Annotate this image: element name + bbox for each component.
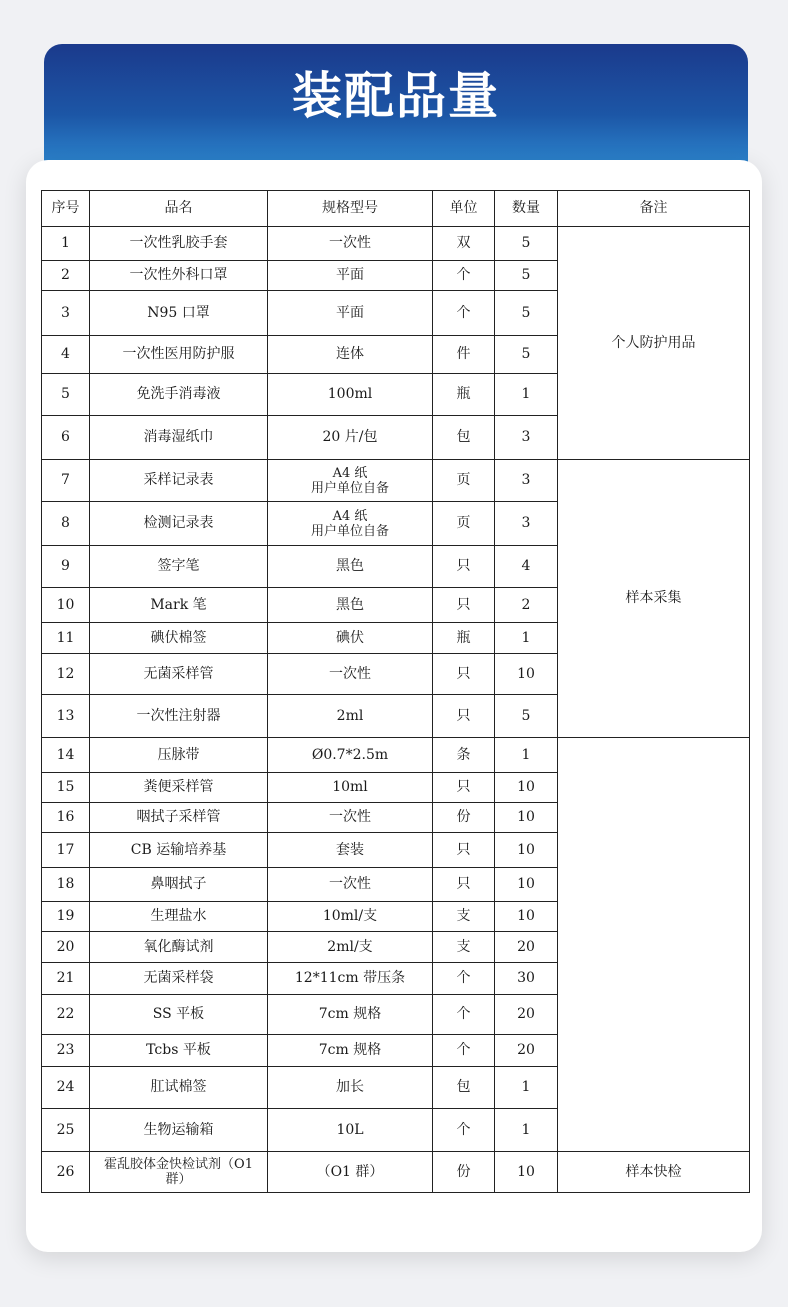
cell-no: 20 <box>42 932 90 963</box>
cell-unit: 个 <box>433 261 495 291</box>
cell-spec <box>268 502 433 546</box>
cell-name: 无菌采样管 <box>90 654 268 695</box>
cell-qty: 1 <box>495 623 558 654</box>
cell-name: N95 口罩 <box>90 291 268 336</box>
cell-no: 19 <box>42 902 90 932</box>
cell-unit: 包 <box>433 1067 495 1109</box>
cell-qty: 2 <box>495 588 558 623</box>
cell-spec: 10ml/支 <box>268 902 433 932</box>
cell-name: 一次性医用防护服 <box>90 336 268 374</box>
header-no: 序号 <box>42 191 90 227</box>
cell-no: 22 <box>42 995 90 1035</box>
cell-spec: 一次性 <box>268 227 433 261</box>
cell-name: 消毒湿纸巾 <box>90 416 268 460</box>
cell-unit: 只 <box>433 868 495 902</box>
cell-qty: 1 <box>495 738 558 773</box>
cell-spec-line2: 用户单位自备 <box>310 523 389 539</box>
cell-name: 一次性外科口罩 <box>90 261 268 291</box>
cell-unit: 只 <box>433 833 495 868</box>
cell-spec: （O1 群） <box>268 1152 433 1193</box>
cell-no: 1 <box>42 227 90 261</box>
cell-unit: 个 <box>433 1035 495 1067</box>
cell-no: 11 <box>42 623 90 654</box>
cell-unit: 瓶 <box>433 623 495 654</box>
header-name: 品名 <box>90 191 268 227</box>
cell-spec: 2ml/支 <box>268 932 433 963</box>
cell-qty: 30 <box>495 963 558 995</box>
cell-unit: 支 <box>433 902 495 932</box>
cell-spec: 7cm 规格 <box>268 995 433 1035</box>
cell-spec: 2ml <box>268 695 433 738</box>
cell-qty: 20 <box>495 995 558 1035</box>
cell-unit: 份 <box>433 803 495 833</box>
cell-qty: 20 <box>495 932 558 963</box>
table-row <box>42 460 750 502</box>
cell-name: 签字笔 <box>90 546 268 588</box>
cell-no: 25 <box>42 1109 90 1152</box>
cell-name: 肛试棉签 <box>90 1067 268 1109</box>
cell-name-line2: 群） <box>165 1172 192 1187</box>
cell-spec: 10ml <box>268 773 433 803</box>
cell-no: 24 <box>42 1067 90 1109</box>
cell-qty: 20 <box>495 1035 558 1067</box>
header-spec: 规格型号 <box>268 191 433 227</box>
cell-spec: 加长 <box>268 1067 433 1109</box>
cell-no: 16 <box>42 803 90 833</box>
table-row <box>42 738 750 773</box>
cell-no: 12 <box>42 654 90 695</box>
cell-name <box>90 1152 268 1193</box>
cell-name: SS 平板 <box>90 995 268 1035</box>
cell-no: 5 <box>42 374 90 416</box>
cell-qty: 10 <box>495 868 558 902</box>
cell-spec: 黑色 <box>268 588 433 623</box>
cell-name: 咽拭子采样管 <box>90 803 268 833</box>
cell-no: 10 <box>42 588 90 623</box>
remark-empty <box>558 738 750 1152</box>
table-row <box>42 227 750 261</box>
cell-no: 2 <box>42 261 90 291</box>
cell-no: 7 <box>42 460 90 502</box>
cell-qty: 5 <box>495 291 558 336</box>
cell-no: 3 <box>42 291 90 336</box>
cell-no: 21 <box>42 963 90 995</box>
cell-spec: 一次性 <box>268 803 433 833</box>
header-remark: 备注 <box>558 191 750 227</box>
cell-unit: 包 <box>433 416 495 460</box>
cell-spec: 平面 <box>268 291 433 336</box>
cell-name: 生理盐水 <box>90 902 268 932</box>
cell-unit: 只 <box>433 695 495 738</box>
cell-name: 检测记录表 <box>90 502 268 546</box>
cell-no: 17 <box>42 833 90 868</box>
cell-no: 6 <box>42 416 90 460</box>
cell-spec: 黑色 <box>268 546 433 588</box>
cell-spec: 连体 <box>268 336 433 374</box>
cell-no: 26 <box>42 1152 90 1193</box>
cell-spec-line2: 用户单位自备 <box>310 480 389 496</box>
cell-qty: 10 <box>495 803 558 833</box>
cell-qty: 3 <box>495 416 558 460</box>
cell-name: 碘伏棉签 <box>90 623 268 654</box>
cell-qty: 10 <box>495 902 558 932</box>
cell-spec: 一次性 <box>268 868 433 902</box>
cell-unit: 个 <box>433 1109 495 1152</box>
cell-name: 一次性注射器 <box>90 695 268 738</box>
cell-name: 免洗手消毒液 <box>90 374 268 416</box>
cell-qty: 5 <box>495 695 558 738</box>
header-qty: 数量 <box>495 191 558 227</box>
cell-qty: 3 <box>495 460 558 502</box>
cell-name: 无菌采样袋 <box>90 963 268 995</box>
table-row <box>42 1152 750 1193</box>
cell-spec: 套装 <box>268 833 433 868</box>
cell-spec: 10L <box>268 1109 433 1152</box>
table-header-row <box>42 191 750 227</box>
cell-unit: 页 <box>433 460 495 502</box>
cell-spec: 碘伏 <box>268 623 433 654</box>
cell-spec-line1: A4 纸 <box>332 465 368 481</box>
cell-no: 18 <box>42 868 90 902</box>
cell-spec: 一次性 <box>268 654 433 695</box>
cell-spec: 20 片/包 <box>268 416 433 460</box>
cell-qty: 1 <box>495 1109 558 1152</box>
header-unit: 单位 <box>433 191 495 227</box>
cell-unit: 只 <box>433 654 495 695</box>
cell-unit: 个 <box>433 963 495 995</box>
cell-qty: 1 <box>495 1067 558 1109</box>
cell-name: 一次性乳胶手套 <box>90 227 268 261</box>
cell-name: 采样记录表 <box>90 460 268 502</box>
remark-ppe: 个人防护用品 <box>558 227 750 460</box>
cell-name: 压脉带 <box>90 738 268 773</box>
cell-name: Mark 笔 <box>90 588 268 623</box>
cell-qty: 10 <box>495 773 558 803</box>
cell-unit: 瓶 <box>433 374 495 416</box>
title-banner <box>44 44 748 172</box>
cell-unit: 支 <box>433 932 495 963</box>
cell-no: 8 <box>42 502 90 546</box>
cell-name: 粪便采样管 <box>90 773 268 803</box>
cell-unit: 件 <box>433 336 495 374</box>
cell-qty: 5 <box>495 261 558 291</box>
cell-qty: 10 <box>495 833 558 868</box>
cell-spec <box>268 460 433 502</box>
cell-qty: 3 <box>495 502 558 546</box>
cell-spec-line1: A4 纸 <box>332 508 368 524</box>
cell-spec: Ø0.7*2.5m <box>268 738 433 773</box>
cell-unit: 条 <box>433 738 495 773</box>
cell-qty: 5 <box>495 336 558 374</box>
cell-name: CB 运输培养基 <box>90 833 268 868</box>
page-title: 装配品量 <box>292 67 500 125</box>
cell-qty: 1 <box>495 374 558 416</box>
cell-no: 4 <box>42 336 90 374</box>
cell-unit: 页 <box>433 502 495 546</box>
cell-qty: 10 <box>495 654 558 695</box>
cell-spec: 100ml <box>268 374 433 416</box>
cell-unit: 个 <box>433 291 495 336</box>
cell-unit: 个 <box>433 995 495 1035</box>
remark-sampling: 样本采集 <box>558 460 750 738</box>
cell-qty: 5 <box>495 227 558 261</box>
cell-name: Tcbs 平板 <box>90 1035 268 1067</box>
cell-name-line1: 霍乱胶体金快检试剂（O1 <box>104 1157 253 1172</box>
cell-qty: 10 <box>495 1152 558 1193</box>
cell-name: 生物运输箱 <box>90 1109 268 1152</box>
equipment-table <box>41 190 750 1193</box>
cell-no: 14 <box>42 738 90 773</box>
cell-name: 氧化酶试剂 <box>90 932 268 963</box>
cell-unit: 份 <box>433 1152 495 1193</box>
cell-no: 13 <box>42 695 90 738</box>
cell-unit: 只 <box>433 546 495 588</box>
cell-qty: 4 <box>495 546 558 588</box>
remark-rapid: 样本快检 <box>558 1152 750 1193</box>
cell-spec: 平面 <box>268 261 433 291</box>
cell-unit: 只 <box>433 588 495 623</box>
cell-no: 15 <box>42 773 90 803</box>
cell-unit: 双 <box>433 227 495 261</box>
cell-no: 23 <box>42 1035 90 1067</box>
cell-spec: 12*11cm 带压条 <box>268 963 433 995</box>
cell-name: 鼻咽拭子 <box>90 868 268 902</box>
cell-unit: 只 <box>433 773 495 803</box>
cell-spec: 7cm 规格 <box>268 1035 433 1067</box>
cell-no: 9 <box>42 546 90 588</box>
